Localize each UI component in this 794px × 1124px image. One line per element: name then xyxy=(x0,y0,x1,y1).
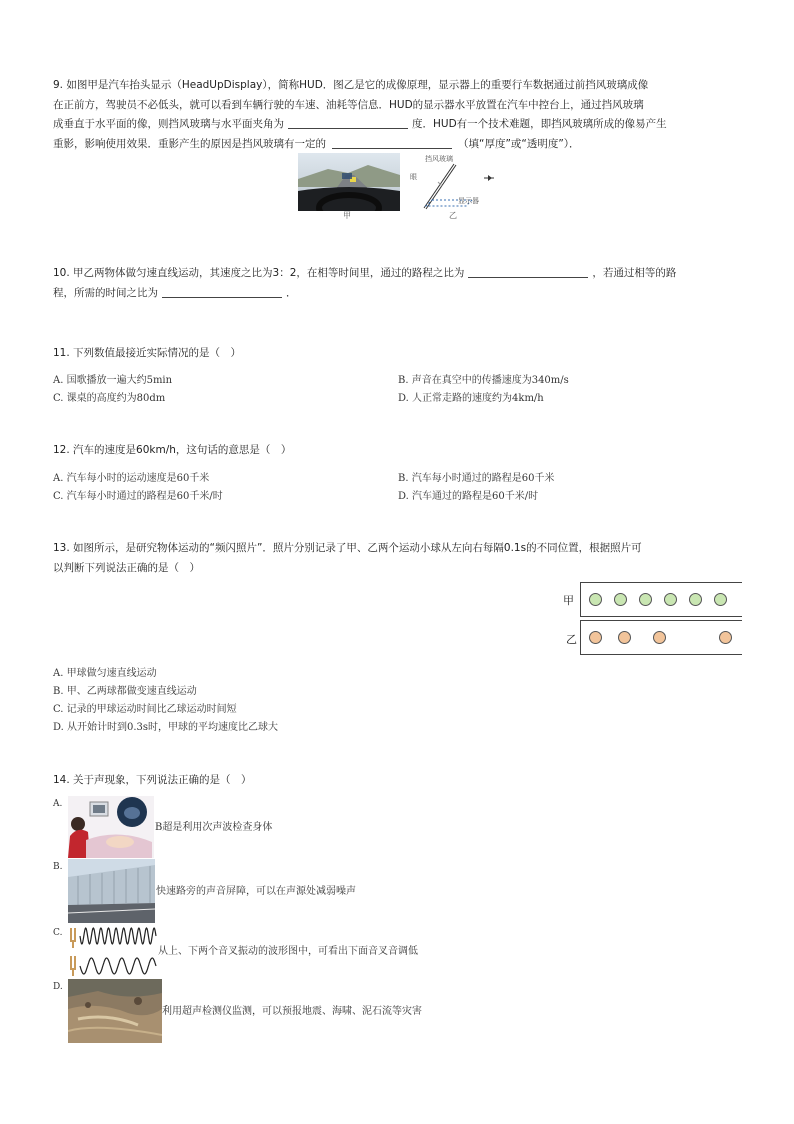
tuning-fork-icon xyxy=(70,928,76,976)
q10-line-2b: ． xyxy=(286,286,297,299)
q9-line-3b: 度．HUD有一个技术难题，即挡风玻璃所成的像易产生 xyxy=(412,118,667,130)
q14-option-b-text[interactable]: 快速路旁的声音屏障，可以在声源处减弱噪声 xyxy=(156,886,356,897)
ultrasound-exam-image xyxy=(68,796,154,858)
q10-line-1b: ，若通过相等的路 xyxy=(592,267,677,279)
q12-option-b[interactable]: B. 汽车每小时通过的路程是60千米 xyxy=(398,473,555,484)
q12-option-a[interactable]: A. 汽车每小时的运动速度是60千米 xyxy=(53,473,210,484)
fig-label-yi: 乙 xyxy=(449,211,457,220)
q11-option-c[interactable]: C. 课桌的高度约为80dm xyxy=(53,393,166,404)
noise-barrier-image xyxy=(68,859,155,923)
hud-car-photo xyxy=(298,153,400,211)
ball-jia-1 xyxy=(589,593,602,606)
ball-yi-3 xyxy=(653,631,666,644)
question-13 xyxy=(53,539,743,578)
q14-option-d-letter[interactable]: D. xyxy=(53,982,63,992)
q13-option-a[interactable]: A. 甲球做匀速直线运动 xyxy=(53,668,157,679)
fig-eye-label: 眼 xyxy=(410,173,417,181)
q9-line-1: 9. 如图甲是汽车抬头显示（HeadUpDisplay），简称HUD．图乙是它的成像原理，显示器上的重要行车数据通过前挡风玻璃成像 xyxy=(53,79,649,91)
fig-label-jia: 甲 xyxy=(343,211,351,220)
q10-blank-time-ratio[interactable] xyxy=(162,285,282,298)
ball-jia-6 xyxy=(714,593,727,606)
q10-line-2 xyxy=(53,284,743,304)
question-10 xyxy=(53,264,743,303)
q11-option-a[interactable]: A. 国歌播放一遍大约5min xyxy=(53,375,173,386)
tuning-fork-waveforms xyxy=(68,924,158,978)
ball-jia-3 xyxy=(639,593,652,606)
q13-option-b[interactable]: B. 甲、乙两球都做变速直线运动 xyxy=(53,686,197,697)
row-label-yi: 乙 xyxy=(566,633,577,646)
q9-line-4b: （填“厚度”或“透明度”）． xyxy=(458,137,580,150)
q9-line-4 xyxy=(53,135,743,155)
ball-jia-5 xyxy=(689,593,702,606)
q9-line-2: 在正前方，驾驶员不必低头，就可以看到车辆行驶的车速、油耗等信息．HUD的显示器水平放置在汽车中控台上，通过挡风玻璃 xyxy=(53,98,644,111)
q14-option-c-text[interactable]: 从上、下两个音叉振动的波形图中，可看出下面音叉音调低 xyxy=(158,946,418,957)
q13-line-1: 13. 如图所示，是研究物体运动的“频闪照片”．照片分别记录了甲、乙两个运动小球从左向右每隔0.1s的不同位置，根据照片可 xyxy=(53,542,642,554)
q14-option-b-letter[interactable]: B. xyxy=(53,862,63,872)
q12-option-d[interactable]: D. 汽车通过的路程是60千米/时 xyxy=(398,491,539,502)
q9-line-4a: 重影，影响使用效果．重影产生的原因是挡风玻璃有一定的 xyxy=(53,137,326,150)
q12-option-c[interactable]: C. 汽车每小时通过的路程是60千米/时 xyxy=(53,491,223,502)
strobe-photo-diagram xyxy=(580,582,742,654)
q9-blank-cause[interactable] xyxy=(332,136,452,149)
fig-windshield-label: 挡风玻璃 xyxy=(425,155,453,163)
ball-yi-2 xyxy=(618,631,631,644)
q9-line-3 xyxy=(53,115,743,135)
q9-line-3a: 成垂直于水平面的像，则挡风玻璃与水平面夹角为 xyxy=(53,118,284,130)
ball-jia-4 xyxy=(664,593,677,606)
q11-stem: 11. 下列数值最接近实际情况的是（ ） xyxy=(53,347,242,359)
q13-option-c[interactable]: C. 记录的甲球运动时间比乙球运动时间短 xyxy=(53,704,237,715)
q14-stem: 14. 关于声现象，下列说法正确的是（ ） xyxy=(53,774,252,786)
row-label-jia: 甲 xyxy=(563,594,574,607)
debris-flow-image xyxy=(68,979,162,1043)
ball-yi-1 xyxy=(589,631,602,644)
q11-option-b[interactable]: B. 声音在真空中的传播速度为340m/s xyxy=(398,375,569,386)
question-9 xyxy=(53,76,743,154)
ball-yi-4 xyxy=(719,631,732,644)
fig-display-label: 显示器 xyxy=(458,197,479,205)
q13-line-2: 以判断下列说法正确的是（ ） xyxy=(53,561,200,574)
ball-jia-2 xyxy=(614,593,627,606)
q10-line-1 xyxy=(53,264,743,284)
q10-line-1a: 10. 甲乙两物体做匀速直线运动，其速度之比为3：2，在相等时间里，通过的路程之比为 xyxy=(53,267,465,279)
q10-line-2a: 程，所需的时间之比为 xyxy=(53,286,158,299)
q14-option-d-text[interactable]: 利用超声检测仪监测，可以预报地震、海啸、泥石流等灾害 xyxy=(162,1006,422,1017)
q10-blank-distance-ratio[interactable] xyxy=(468,265,588,278)
q14-option-a-letter[interactable]: A. xyxy=(53,799,63,809)
q14-option-c-letter[interactable]: C. xyxy=(53,928,63,938)
q14-option-a-text[interactable]: B超是利用次声波检查身体 xyxy=(155,822,273,833)
q11-option-d[interactable]: D. 人正常走路的速度约为4km/h xyxy=(398,393,544,404)
q13-option-d[interactable]: D. 从开始计时到0.3s时，甲球的平均速度比乙球大 xyxy=(53,722,279,733)
q12-stem: 12. 汽车的速度是60km/h，这句话的意思是（ ） xyxy=(53,444,292,456)
q9-blank-angle[interactable] xyxy=(288,116,408,129)
